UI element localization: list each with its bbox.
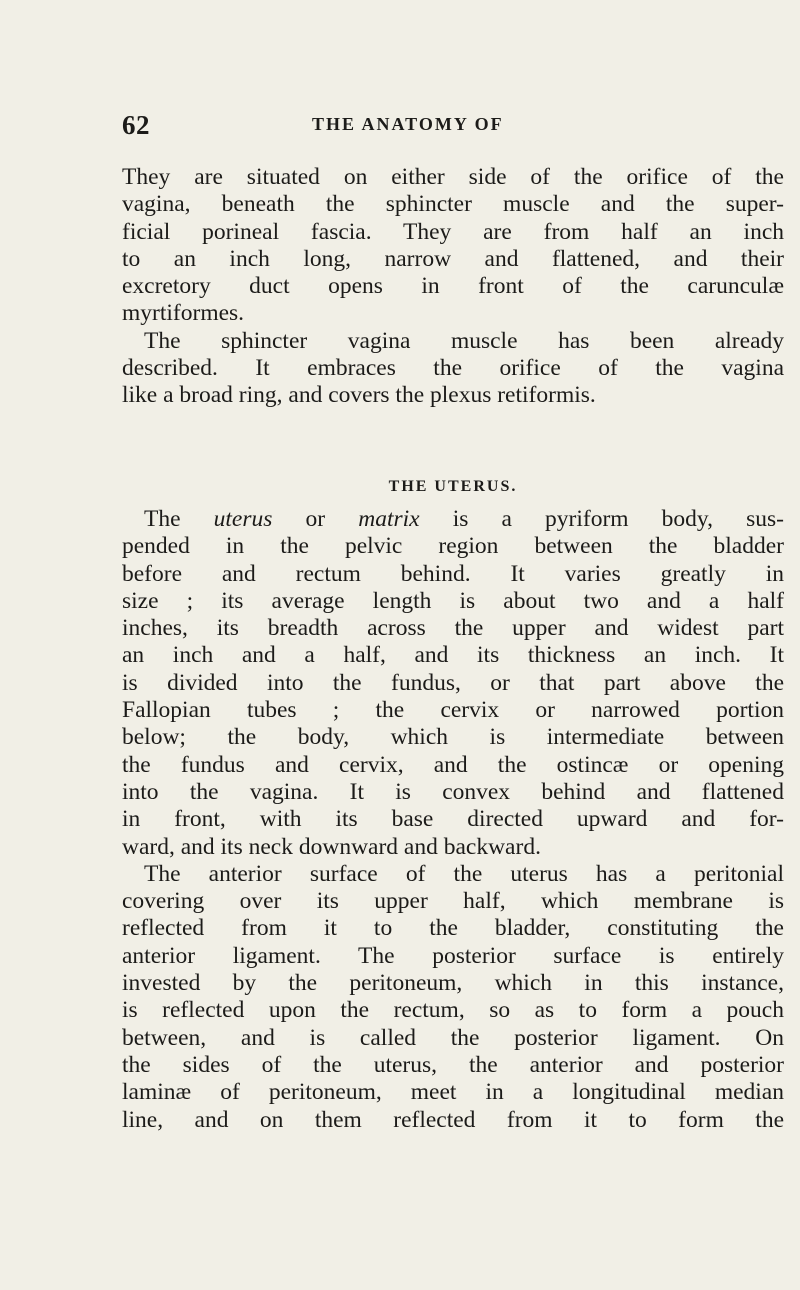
text-run: or xyxy=(272,506,359,532)
text-line: is divided into the fundus, or that part above the xyxy=(122,669,784,696)
text-line: in front, with its base directed upward and for- xyxy=(122,806,784,833)
text-line: size ; its average length is about two and a half xyxy=(122,587,784,614)
text-line: below; the body, which is intermediate between xyxy=(122,724,784,751)
text-line: They are situated on either side of the orifice of the xyxy=(122,164,784,190)
text-run: is a pyriform body, sus- xyxy=(419,506,784,532)
italic-term: uterus xyxy=(213,506,273,532)
text-line: myrtiformes. xyxy=(122,300,245,327)
text-line: ficial porineal fascia. They are from half an inch xyxy=(122,218,784,245)
text-line: the fundus and cervix, and the ostincæ or opening xyxy=(122,751,784,778)
text-line: pended in the pelvic region between the bladder xyxy=(122,533,784,560)
running-title: THE ANATOMY OF xyxy=(312,114,504,134)
text-line: into the vagina. It is convex behind and flattened xyxy=(122,778,784,805)
text-line: ward, and its neck downward and backward. xyxy=(122,833,541,860)
text-line: is reflected upon the rectum, so as to form a pouch xyxy=(122,997,784,1024)
paragraph-uterus xyxy=(122,506,784,1134)
text-line: line, and on them reflected from it to form the xyxy=(122,1106,784,1133)
text-line: anterior ligament. The posterior surface is entirely xyxy=(122,942,784,969)
text-run: The xyxy=(144,506,214,532)
text-line: inches, its breadth across the upper and widest part xyxy=(122,615,784,642)
text-line: The anterior surface of the uterus has a peritonial xyxy=(144,860,784,887)
italic-term: matrix xyxy=(358,506,420,532)
page-number: 62 xyxy=(122,110,150,140)
text-line: covering over its upper half, which membrane is xyxy=(122,888,784,915)
running-header xyxy=(122,110,782,144)
text-line: described. It embraces the orifice of the vagina xyxy=(122,355,784,382)
text-line xyxy=(122,506,784,533)
text-line: excretory duct opens in front of the carunculæ xyxy=(122,273,784,300)
text-line: invested by the peritoneum, which in this instance, xyxy=(122,970,784,997)
paragraph-glands xyxy=(122,164,784,410)
text-line: to an inch long, narrow and flattened, and their xyxy=(122,245,784,272)
text-line: laminæ of peritoneum, meet in a longitudinal median xyxy=(122,1079,784,1106)
text-line: reflected from it to the bladder, constituting the xyxy=(122,915,784,942)
text-line: before and rectum behind. It varies greatly in xyxy=(122,560,784,587)
text-line: The sphincter vagina muscle has been already xyxy=(144,327,784,354)
text-line: an inch and a half, and its thickness an inch. It xyxy=(122,642,784,669)
text-line: the sides of the uterus, the anterior and posterior xyxy=(122,1051,784,1078)
section-heading: THE UTERUS. xyxy=(388,478,518,495)
text-line: Fallopian tubes ; the cervix or narrowed portion xyxy=(122,697,784,724)
text-line: vagina, beneath the sphincter muscle and the super- xyxy=(122,191,784,218)
text-line: between, and is called the posterior ligament. On xyxy=(122,1024,784,1051)
text-line: like a broad ring, and covers the plexus retiformis. xyxy=(122,382,596,409)
